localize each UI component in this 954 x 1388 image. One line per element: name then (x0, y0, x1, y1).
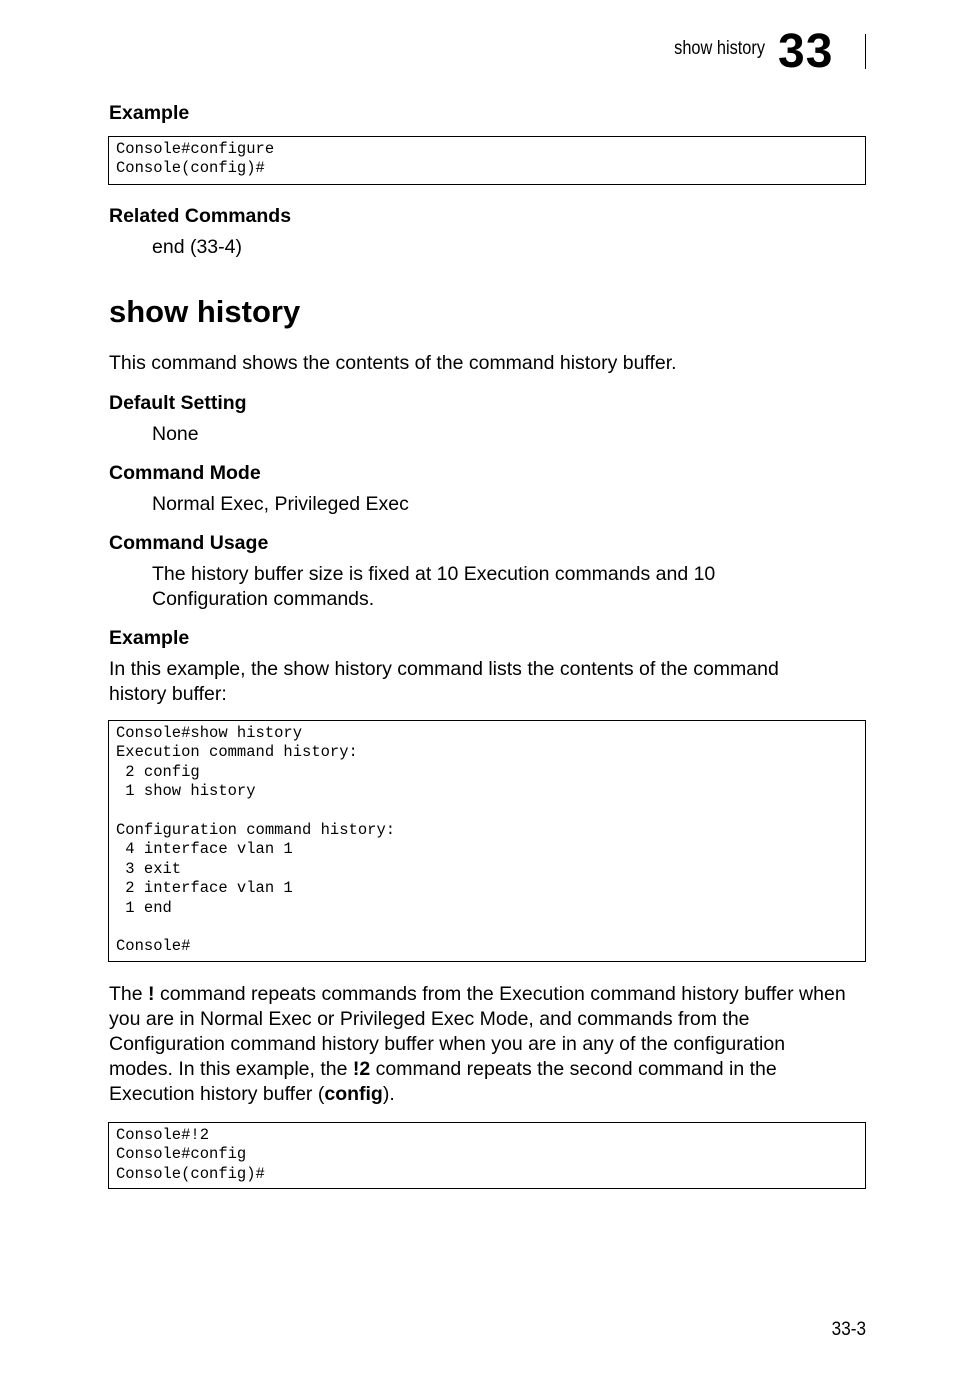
command-mode-text: Normal Exec, Privileged Exec (152, 493, 409, 515)
default-setting-text: None (152, 423, 199, 445)
default-setting-heading: Default Setting (109, 392, 247, 414)
text-run: command repeats commands from the Execution command history buffer when you are in Normal Exec or Privileged Exec Mode, and commands from the Configuration command history buffer when you are in any of the configuration modes. In this example, the (109, 983, 846, 1080)
bang-command-paragraph (109, 982, 849, 1107)
code-block-configure (108, 136, 866, 185)
text-run: command repeats the second command in the Execution history buffer ( (109, 1058, 777, 1105)
bang-command-keyword: ! (148, 983, 155, 1005)
section-title: show history (109, 294, 301, 329)
code-text: Console#!2 Console#config Console(config)# (116, 1126, 265, 1183)
command-usage-heading: Command Usage (109, 532, 269, 554)
example-heading: Example (109, 102, 190, 124)
related-commands-text: end (33-4) (152, 236, 242, 258)
running-header-title: show history (674, 38, 765, 59)
related-commands-heading: Related Commands (109, 205, 292, 227)
example-heading-2: Example (109, 627, 190, 649)
section-description: This command shows the contents of the command history buffer. (109, 352, 677, 374)
code-block-show-history (108, 720, 866, 962)
example-intro: In this example, the show history command lists the contents of the command history buffer: (109, 658, 779, 705)
chapter-number: 33 (778, 25, 834, 78)
config-keyword: config (324, 1083, 383, 1105)
text-run: The (109, 983, 149, 1005)
code-block-bang (108, 1122, 866, 1189)
text-run: ). (382, 1083, 395, 1105)
command-usage-text: The history buffer size is fixed at 10 Execution commands and 10 Configuration commands. (152, 563, 716, 610)
chapter-divider (865, 34, 866, 69)
bang-2-command-keyword: !2 (352, 1058, 371, 1080)
code-text: Console#configure Console(config)# (116, 140, 275, 178)
page-number: 33-3 (831, 1318, 866, 1340)
code-text: Console#show history Execution command history: 2 config 1 show history Configuration command history: 4 interface vlan 1 3 exit 2 interface vlan 1 1 end Console# (116, 724, 396, 956)
command-mode-heading: Command Mode (109, 462, 261, 484)
